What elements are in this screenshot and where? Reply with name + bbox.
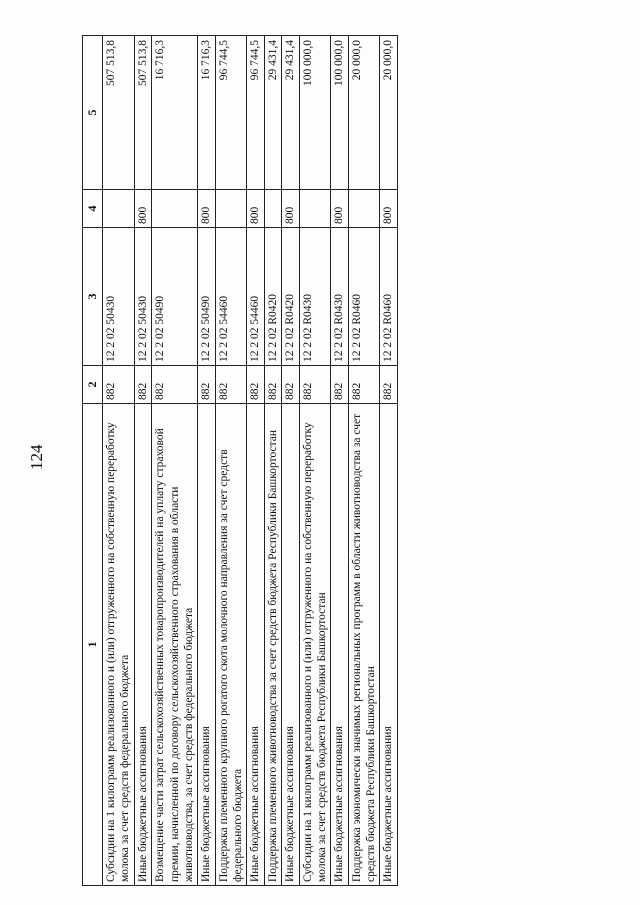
row-name-cell: Поддержка племенного животноводства за счет средств бюджета Республики Башкортостан xyxy=(264,404,281,886)
row-name-cell: Возмещение части затрат сельскохозяйственных товаропроизводителей на уплату страховой премии, начисленной по договору сельскохозяйственного страхования в области животноводства, за счет средств федерального бюджета xyxy=(152,404,198,886)
row-group-cell xyxy=(264,190,281,228)
row-group-cell xyxy=(152,190,198,228)
header-cell-2: 2 xyxy=(83,366,103,404)
row-name-cell: Иные бюджетные ассигнования xyxy=(380,404,397,886)
row-code-cell: 12 2 02 R0460 xyxy=(380,228,397,366)
row-admin-cell: 882 xyxy=(134,366,151,404)
row-admin-cell: 882 xyxy=(299,366,331,404)
table-row xyxy=(264,36,281,886)
table-row xyxy=(215,36,247,886)
row-code-cell: 12 2 02 50490 xyxy=(152,228,198,366)
budget-table xyxy=(82,35,398,886)
header-cell-3: 3 xyxy=(83,228,103,366)
row-admin-cell: 882 xyxy=(380,366,397,404)
page-number: 124 xyxy=(27,444,46,470)
row-admin-cell: 882 xyxy=(348,366,380,404)
row-code-cell: 12 2 02 R0420 xyxy=(282,228,299,366)
row-admin-cell: 882 xyxy=(331,366,348,404)
row-group-cell: 800 xyxy=(380,190,397,228)
row-admin-cell: 882 xyxy=(247,366,264,404)
table-body xyxy=(103,36,398,886)
row-admin-cell: 882 xyxy=(282,366,299,404)
row-code-cell: 12 2 02 50490 xyxy=(198,228,215,366)
row-code-cell: 12 2 02 54460 xyxy=(215,228,247,366)
row-name-cell: Субсидии на 1 килограмм реализованного и (или) отгруженного на собственную переработку молока за счет средств федерального бюджета xyxy=(103,404,135,886)
row-amount-cell: 96 744,5 xyxy=(215,36,247,190)
row-group-cell xyxy=(103,190,135,228)
row-amount-cell: 20 000,0 xyxy=(348,36,380,190)
row-code-cell: 12 2 02 54460 xyxy=(247,228,264,366)
table-row xyxy=(152,36,198,886)
row-admin-cell: 882 xyxy=(215,366,247,404)
row-amount-cell: 100 000,0 xyxy=(331,36,348,190)
row-group-cell: 800 xyxy=(331,190,348,228)
table-row xyxy=(299,36,331,886)
row-amount-cell: 507 513,8 xyxy=(134,36,151,190)
row-name-cell: Поддержка экономически значимых региональных программ в области животноводства за счет средств бюджета Республики Башкортостан xyxy=(348,404,380,886)
row-amount-cell: 29 431,4 xyxy=(282,36,299,190)
row-amount-cell: 507 513,8 xyxy=(103,36,135,190)
row-group-cell: 800 xyxy=(282,190,299,228)
row-amount-cell: 100 000,0 xyxy=(299,36,331,190)
row-code-cell: 12 2 02 R0420 xyxy=(264,228,281,366)
row-group-cell xyxy=(299,190,331,228)
table-row xyxy=(134,36,151,886)
row-group-cell xyxy=(215,190,247,228)
rotated-table-container xyxy=(82,36,502,886)
row-admin-cell: 882 xyxy=(198,366,215,404)
row-name-cell: Поддержка племенного крупного рогатого скота молочного направления за счет средств федерального бюджета xyxy=(215,404,247,886)
header-row xyxy=(83,36,103,886)
table-row xyxy=(282,36,299,886)
table-row xyxy=(198,36,215,886)
table-row xyxy=(103,36,135,886)
row-group-cell: 800 xyxy=(134,190,151,228)
table-row xyxy=(380,36,397,886)
row-amount-cell: 16 716,3 xyxy=(198,36,215,190)
row-group-cell: 800 xyxy=(198,190,215,228)
header-cell-1: 1 xyxy=(83,404,103,886)
row-code-cell: 12 2 02 50430 xyxy=(134,228,151,366)
row-code-cell: 12 2 02 R0430 xyxy=(299,228,331,366)
row-name-cell: Иные бюджетные ассигнования xyxy=(134,404,151,886)
row-code-cell: 12 2 02 R0460 xyxy=(348,228,380,366)
row-group-cell: 800 xyxy=(247,190,264,228)
row-admin-cell: 882 xyxy=(103,366,135,404)
row-amount-cell: 16 716,3 xyxy=(152,36,198,190)
row-name-cell: Иные бюджетные ассигнования xyxy=(331,404,348,886)
row-code-cell: 12 2 02 50430 xyxy=(103,228,135,366)
header-cell-5: 5 xyxy=(83,36,103,190)
row-name-cell: Иные бюджетные ассигнования xyxy=(282,404,299,886)
table-row xyxy=(331,36,348,886)
row-group-cell xyxy=(348,190,380,228)
row-name-cell: Иные бюджетные ассигнования xyxy=(247,404,264,886)
table-row xyxy=(348,36,380,886)
row-amount-cell: 20 000,0 xyxy=(380,36,397,190)
header-cell-4: 4 xyxy=(83,190,103,228)
row-name-cell: Субсидии на 1 килограмм реализованного и (или) отгруженного на собственную переработку молока за счет средств бюджета Республики Башкортостан xyxy=(299,404,331,886)
row-admin-cell: 882 xyxy=(152,366,198,404)
row-amount-cell: 29 431,4 xyxy=(264,36,281,190)
row-amount-cell: 96 744,5 xyxy=(247,36,264,190)
table-row xyxy=(247,36,264,886)
row-code-cell: 12 2 02 R0430 xyxy=(331,228,348,366)
row-name-cell: Иные бюджетные ассигнования xyxy=(198,404,215,886)
row-admin-cell: 882 xyxy=(264,366,281,404)
